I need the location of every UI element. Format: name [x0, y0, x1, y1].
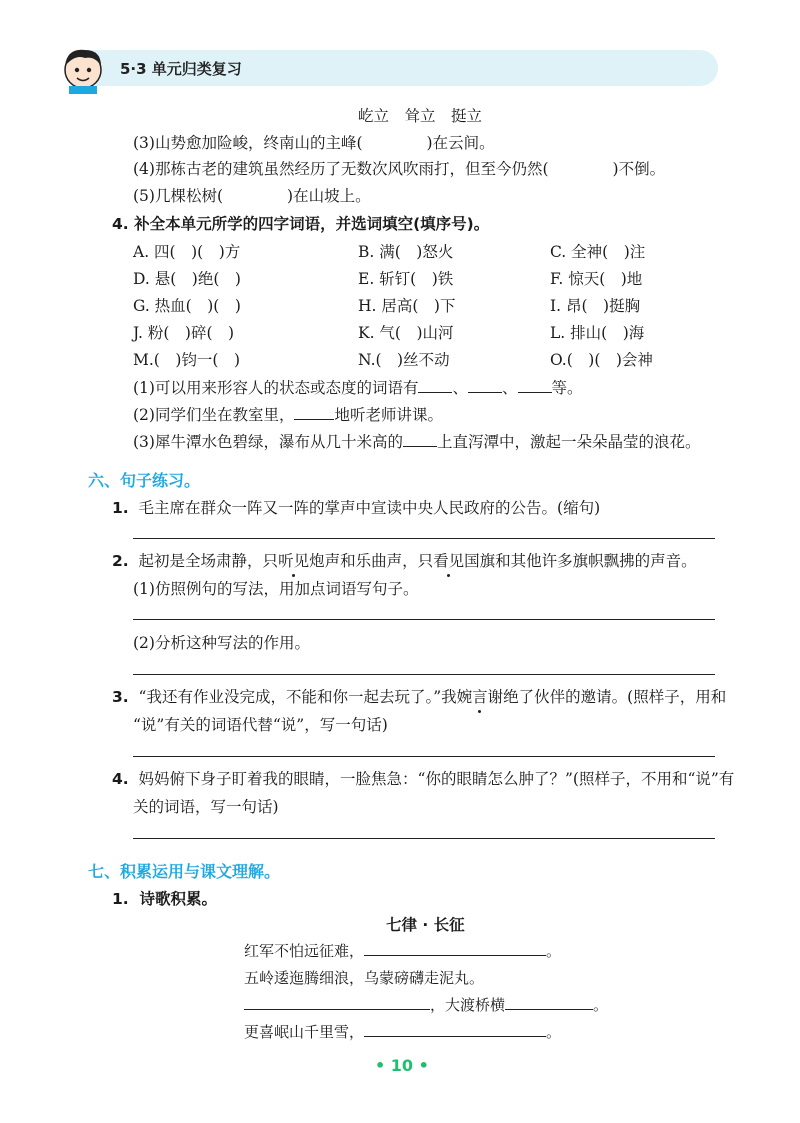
option-H: H. 居高( )下 — [358, 297, 456, 315]
poem-title: 七律 · 长征 — [386, 916, 465, 934]
s6-question-1: 1. 毛主席在群众一阵又一阵的掌声中宣读中央人民政府的公告。(缩句) — [112, 499, 601, 517]
answer-line[interactable] — [133, 838, 715, 839]
answer-blank[interactable] — [364, 1022, 546, 1037]
q4-sub-3: (3)犀牛潭水色碧绿，瀑布从几十米高的 上直泻潭中，激起一朵朵晶莹的浪花。 — [133, 433, 701, 451]
poem-line-1: 红军不怕远征难， 。 — [244, 942, 562, 960]
answer-blank[interactable] — [403, 432, 437, 447]
option-K: K. 气( )山河 — [358, 324, 454, 342]
q3-item-4: (4)那栋古老的建筑虽然经历了无数次风吹雨打，但至今仍然( )不倒。 — [133, 160, 666, 178]
s6-q4-line2: 关的词语，写一句话) — [133, 798, 279, 816]
option-E: E. 斩钉( )铁 — [358, 270, 454, 288]
answer-blank[interactable] — [244, 995, 430, 1010]
option-A: A. 四( )( )方 — [133, 243, 241, 261]
q3-item-3: (3)山势愈加险峻，终南山的主峰( )在云间。 — [133, 134, 495, 152]
option-I: I. 昂( )挺胸 — [550, 297, 641, 315]
option-C: C. 全神( )注 — [550, 243, 646, 261]
s6-q2-sub-1: (1)仿照例句的写法，用加点词语写句子。 — [133, 580, 419, 598]
q3-item-5: (5)几棵松树( )在山坡上。 — [133, 187, 371, 205]
section-7-title: 七、积累运用与课文理解。 — [88, 862, 281, 881]
page-number: • 10 • — [375, 1056, 429, 1075]
s7-question-1: 1. 诗歌积累。 — [112, 890, 217, 908]
s6-q2-sub-2: (2)分析这种写法的作用。 — [133, 634, 310, 652]
q4-sub-1: (1)可以用来形容人的状态或态度的词语有 、 、 等。 — [133, 379, 583, 397]
s6-question-3: 3. “我还有作业没完成，不能和你一起去玩了。”我婉言谢绝了伙伴的邀请。(照样子，用和 — [112, 685, 726, 707]
s6-q3-line2: “说”有关的词语代替“说”，写一句话) — [133, 716, 388, 734]
question-4-title: 4. 补全本单元所学的四字词语，并选词填空(填序号)。 — [112, 215, 490, 233]
option-L: L. 排山( )海 — [550, 324, 645, 342]
option-F: F. 惊天( )地 — [550, 270, 643, 288]
answer-line[interactable] — [133, 674, 715, 675]
option-N: N.( )丝不动 — [358, 351, 450, 369]
answer-line[interactable] — [133, 538, 715, 539]
option-O: O.( )( )会神 — [550, 351, 653, 369]
poem-line-4: 更喜岷山千里雪， 。 — [244, 1023, 562, 1041]
poem-line-2: 五岭逶迤腾细浪，乌蒙磅礴走泥丸。 — [244, 969, 485, 987]
mascot-icon — [55, 40, 111, 96]
answer-blank[interactable] — [364, 941, 546, 956]
word-bank: 屹立 耸立 挺立 — [358, 107, 483, 125]
s6-question-4: 4. 妈妈俯下身子盯着我的眼睛，一脸焦急：“你的眼睛怎么肿了？”(照样子，不用和“说”有 — [112, 770, 735, 788]
option-J: J. 粉( )碎( ) — [133, 324, 235, 342]
answer-blank[interactable] — [294, 405, 334, 420]
header-title: 5·3 单元归类复习 — [120, 60, 242, 78]
answer-blank[interactable] — [468, 378, 502, 393]
poem-line-3: ，大渡桥横 。 — [244, 994, 608, 1015]
option-D: D. 悬( )绝( ) — [133, 270, 241, 288]
answer-blank[interactable] — [505, 995, 593, 1010]
s6-question-2: 2. 起初是全场肃静，只听见炮声和乐曲声，只看见国旗和其他许多旗帜飘拂的声音。 — [112, 549, 697, 571]
option-M: M.( )钧一( ) — [133, 351, 240, 369]
answer-line[interactable] — [133, 619, 715, 620]
answer-line[interactable] — [133, 756, 715, 757]
section-6-title: 六、句子练习。 — [88, 471, 201, 490]
q4-sub-2: (2)同学们坐在教室里， 地听老师讲课。 — [133, 406, 443, 424]
answer-blank[interactable] — [518, 378, 552, 393]
option-G: G. 热血( )( ) — [133, 297, 241, 315]
option-B: B. 满( )怒火 — [358, 243, 454, 261]
answer-blank[interactable] — [418, 378, 452, 393]
